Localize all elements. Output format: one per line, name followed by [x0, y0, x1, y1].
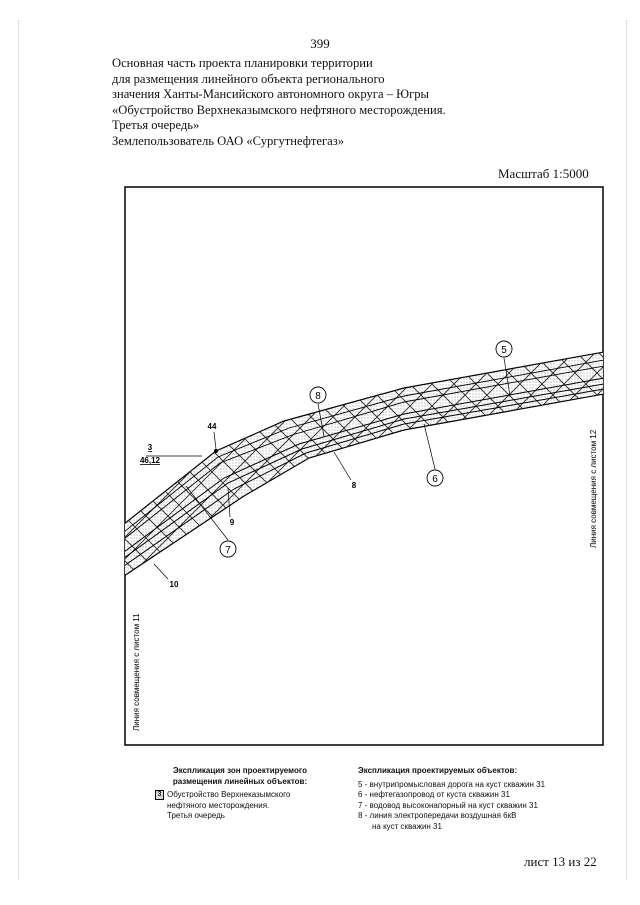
zones-legend-line-2: нефтяного месторождения. — [167, 800, 270, 810]
scale-label: Масштаб 1:5000 — [498, 166, 589, 181]
objects-legend-item: 5 - внутрипромысловая дорога на куст скважин 31 — [358, 779, 546, 789]
zones-legend-title-2: размещения линейных объектов: — [172, 776, 308, 786]
zone-badge-icon: 3 — [155, 790, 164, 800]
match-line-left: Линия совмещения с листом 11 — [132, 613, 141, 731]
header-line-3: значения Ханты-Мансийского автономного округа – Югры — [112, 87, 430, 102]
header-line-6: Землепользователь ОАО «Сургутнефтегаз» — [112, 133, 345, 148]
circle-label-8: 8 — [315, 391, 321, 402]
page-number: 399 — [310, 36, 330, 51]
node-44-point — [214, 449, 218, 453]
header-block — [112, 56, 572, 150]
zones-legend-line-3: Третья очередь — [167, 811, 225, 820]
node-label-10: 10 — [169, 580, 179, 589]
objects-legend-item: 7 - водовод высоконапорный на куст скважин 31 — [358, 800, 538, 810]
circle-label-6: 6 — [432, 474, 438, 485]
zones-legend — [155, 766, 325, 822]
node-label-9: 9 — [229, 518, 235, 527]
right-margin-scan-dots — [626, 20, 627, 880]
zone-code-area: 46,12 — [139, 456, 161, 465]
circle-label-7: 7 — [225, 545, 231, 556]
circle-label-5: 5 — [501, 345, 507, 356]
map-drawing — [124, 186, 604, 746]
objects-legend-title: Экспликация проектируемых объектов: — [358, 766, 518, 775]
zones-legend-row — [155, 790, 325, 822]
objects-legend-item: 6 - нефтегазопровод от куста скважин 31 — [358, 790, 510, 799]
node-label-8: 8 — [351, 481, 357, 490]
header-line-4: «Обустройство Верхнеказымского нефтяного месторождения. — [112, 102, 446, 117]
objects-legend-item: 8 - линия электропередачи воздушная 6кВ — [358, 811, 517, 820]
zones-legend-title-1: Экспликация зон проектируемого — [173, 766, 307, 775]
node-label-44: 44 — [207, 422, 217, 431]
zones-legend-line-1: Обустройство Верхнеказымского — [167, 790, 291, 799]
objects-legend — [358, 766, 598, 832]
match-line-right: Линия совмещения с листом 12 — [589, 429, 598, 548]
zone-code-number: 3 — [147, 443, 153, 452]
map-frame — [124, 186, 604, 746]
objects-legend-item-continued: на куст скважин 31 — [372, 821, 442, 831]
header-line-2: для размещения линейного объекта регионального — [112, 71, 385, 86]
header-line-5: Третья очередь» — [112, 118, 200, 133]
zones-legend-text — [167, 790, 290, 822]
header-line-1: Основная часть проекта планировки территории — [112, 56, 373, 70]
left-margin-scan-dots — [18, 20, 19, 880]
sheet-label: лист 13 из 22 — [524, 854, 597, 869]
